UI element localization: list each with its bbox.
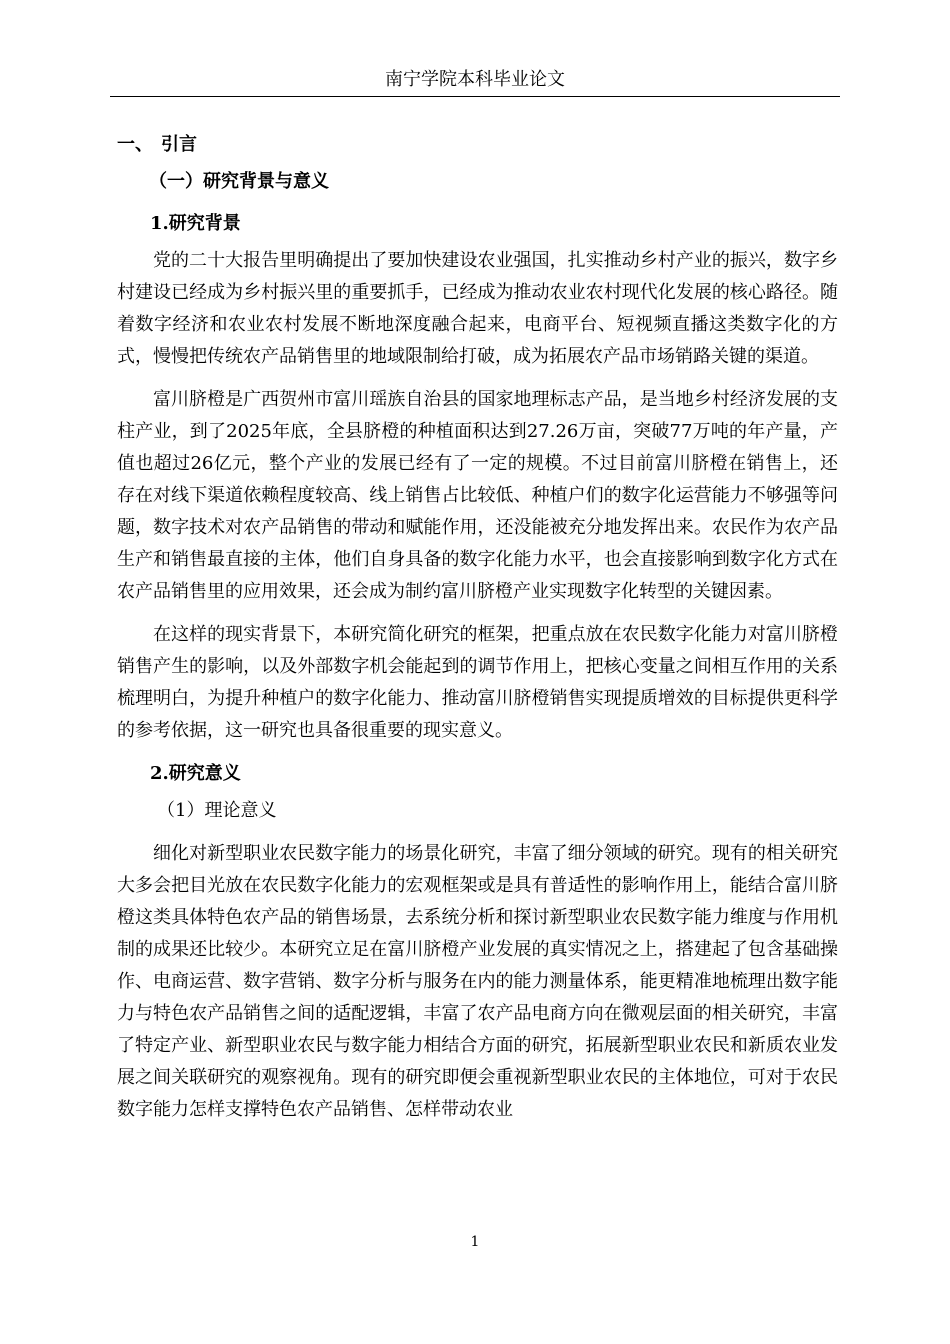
paragraph: 党的二十大报告里明确提出了要加快建设农业强国，扎实推动乡村产业的振兴，数字乡村建设已经成为乡村振兴里的重要抓手，已经成为推动农业农村现代化发展的核心路径。随着数字经济和农业农村发展不断地深度融合起来，电商平台、短视频直播这类数字化的方式，慢慢把传统农产品销售里的地域限制给打破，成为拓展农产品市场销路关键的渠道。 [117,250,838,367]
paragraph: 细化对新型职业农民数字能力的场景化研究，丰富了细分领域的研究。现有的相关研究大多会把目光放在农民数字化能力的宏观框架或是具有普适性的影响作用上，能结合富川脐橙这类具体特色农产品的销售场景，去系统分析和探讨新型职业农民数字能力维度与作用机制的成果还比较少。本研究立足在富川脐橙产业发展的真实情况之上，搭建起了包含基础操作、电商运营、数字营销、数字分析与服务在内的能力测量体系，能更精准地梳理出数字能力与特色农产品销售之间的适配逻辑，丰富了农产品电商方向在微观层面的相关研究，丰富了特定产业、新型职业农民与数字能力相结合方面的研究，拓展新型职业农民和新质农业发展之间关联研究的观察视角。现有的研究即便会重视新型职业农民的主体地位，可对于农民数字能力怎样支撑特色农产品销售、怎样带动农业 [117,843,838,1120]
section-heading [117,129,838,161]
paragraph: 在这样的现实背景下，本研究简化研究的框架，把重点放在农民数字化能力对富川脐橙销售产生的影响，以及外部数字机会能起到的调节作用上，把核心变量之间相互作用的关系梳理明白，为提升种植户的数字化能力、推动富川脐橙销售实现提质增效的目标提供更科学的参考依据，这一研究也具备很重要的现实意义。 [117,624,838,741]
heading-research-background: 1.研究背景 [150,213,241,234]
section-title: 引言 [161,134,197,155]
header-rule [110,96,840,97]
section-number: 一、 [117,134,153,155]
paragraph: 富川脐橙是广西贺州市富川瑶族自治县的国家地理标志产品，是当地乡村经济发展的支柱产业，到了2025年底，全县脐橙的种植面积达到27.26万亩，突破77万吨的年产量，产值也超过26亿元，整个产业的发展已经有了一定的规模。不过目前富川脐橙在销售上，还存在对线下渠道依赖程度较高、线上销售占比较低、种植户们的数字化运营能力不够强等问题，数字技术对农产品销售的带动和赋能作用，还没能被充分地发挥出来。农民作为农产品生产和销售最直接的主体，他们自身具备的数字化能力水平，也会直接影响到数字化方式在农产品销售里的应用效果，还会成为制约富川脐橙产业实现数字化转型的关键因素。 [117,389,838,602]
subsection-heading: （一）研究背景与意义 [149,171,329,192]
running-header: 南宁学院本科毕业论文 [385,69,565,90]
heading-theoretical-significance: （1）理论意义 [157,800,277,821]
page-number: 1 [470,1234,480,1250]
document-body [117,129,838,1137]
heading-research-significance: 2.研究意义 [150,763,241,784]
